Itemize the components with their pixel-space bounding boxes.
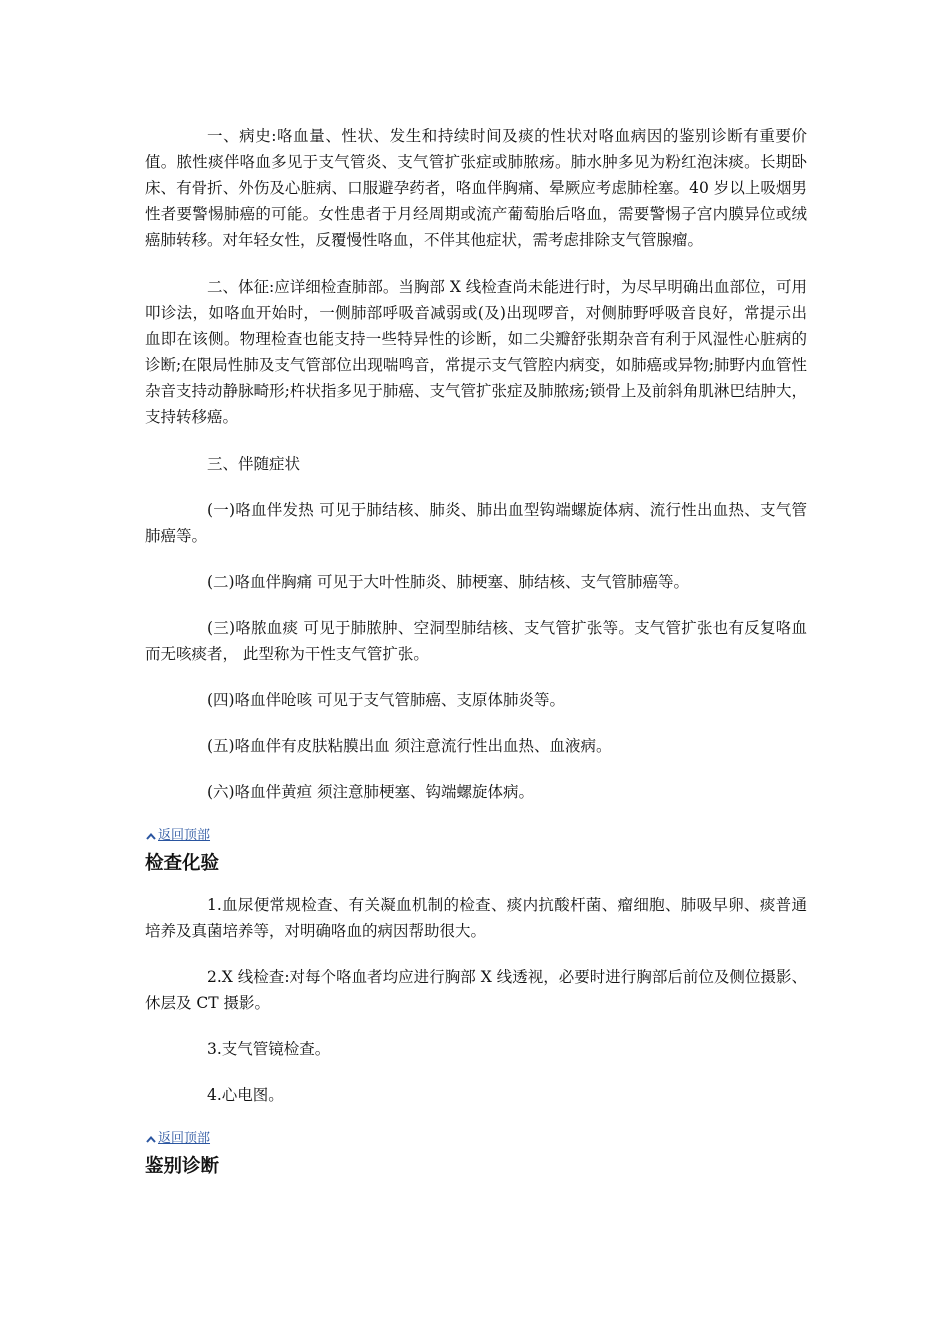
signs-paragraph: 二、体征:应详细检查肺部。当胸部 X 线检查尚未能进行时，为尽早明确出血部位，可用叩诊法，如咯血开始时，一侧肺部呼吸音减弱或(及)出现啰音，对侧肺野呼吸音良好，常提示出血即在该侧。物理检查也能支持一些特异性的诊断，如二尖瓣舒张期杂音有利于风湿性心脏病的诊断;在限局性肺及支气管部位出现喘鸣音，常提示支气管腔内病变，如肺癌或异物;肺野内血管性杂音支持动静脉畸形;杵状指多见于肺癌、支气管扩张症及肺脓疡;锁骨上及前斜角肌淋巴结肿大，支持转移癌。 (145, 278, 807, 426)
symptom-item-2: (二)咯血伴胸痛 可见于大叶性肺炎、肺梗塞、肺结核、支气管肺癌等。 (207, 573, 690, 591)
back-to-top-label[interactable]: 返回顶部 (158, 1131, 211, 1146)
back-to-top-link-2[interactable] (145, 1130, 807, 1148)
symptom-item-4: (四)咯血伴呛咳 可见于支气管肺癌、支原体肺炎等。 (207, 691, 566, 709)
symptom-item-3: (三)咯脓血痰 可见于肺脓肿、空洞型肺结核、支气管扩张等。支气管扩张也有反复咯血而无咳痰者， 此型称为干性支气管扩张。 (145, 619, 807, 663)
lab-item-3: 3.支气管镜检查。 (207, 1040, 331, 1058)
back-to-top-label[interactable]: 返回顶部 (158, 828, 211, 843)
lab-heading: 检查化验 (145, 853, 220, 874)
caret-up-icon (145, 1134, 157, 1144)
symptom-item-6: (六)咯血伴黄疸 须注意肺梗塞、钩端螺旋体病。 (207, 783, 535, 801)
symptom-item-5: (五)咯血伴有皮肤粘膜出血 须注意流行性出血热、血液病。 (207, 737, 612, 755)
diagnosis-heading: 鉴别诊断 (145, 1156, 220, 1177)
lab-item-2: 2.X 线检查:对每个咯血者均应进行胸部 X 线透视，必要时进行胸部后前位及侧位摄影、休层及 CT 摄影。 (145, 968, 807, 1012)
caret-up-icon (145, 831, 157, 841)
back-to-top-link[interactable] (145, 827, 807, 845)
symptoms-title: 三、伴随症状 (207, 455, 301, 473)
history-paragraph: 一、病史:咯血量、性状、发生和持续时间及痰的性状对咯血病因的鉴别诊断有重要价值。脓性痰伴咯血多见于支气管炎、支气管扩张症或肺脓疡。肺水肿多见为粉红泡沫痰。长期卧床、有骨折、外伤及心脏病、口服避孕药者，咯血伴胸痛、晕厥应考虑肺栓塞。40 岁以上吸烟男性者要警惕肺癌的可能。女性患者于月经周期或流产葡萄胎后咯血，需要警惕子宫内膜异位或绒癌肺转移。对年轻女性，反覆慢性咯血，不伴其他症状，需考虑排除支气管腺瘤。 (145, 127, 807, 249)
lab-item-1: 1.血尿便常规检查、有关凝血机制的检查、痰内抗酸杆菌、瘤细胞、肺吸早卵、痰普通培养及真菌培养等，对明确咯血的病因帮助很大。 (145, 896, 807, 940)
symptom-item-1: (一)咯血伴发热 可见于肺结核、肺炎、肺出血型钩端螺旋体病、流行性出血热、支气管肺癌等。 (145, 501, 807, 545)
lab-item-4: 4.心电图。 (207, 1086, 284, 1104)
